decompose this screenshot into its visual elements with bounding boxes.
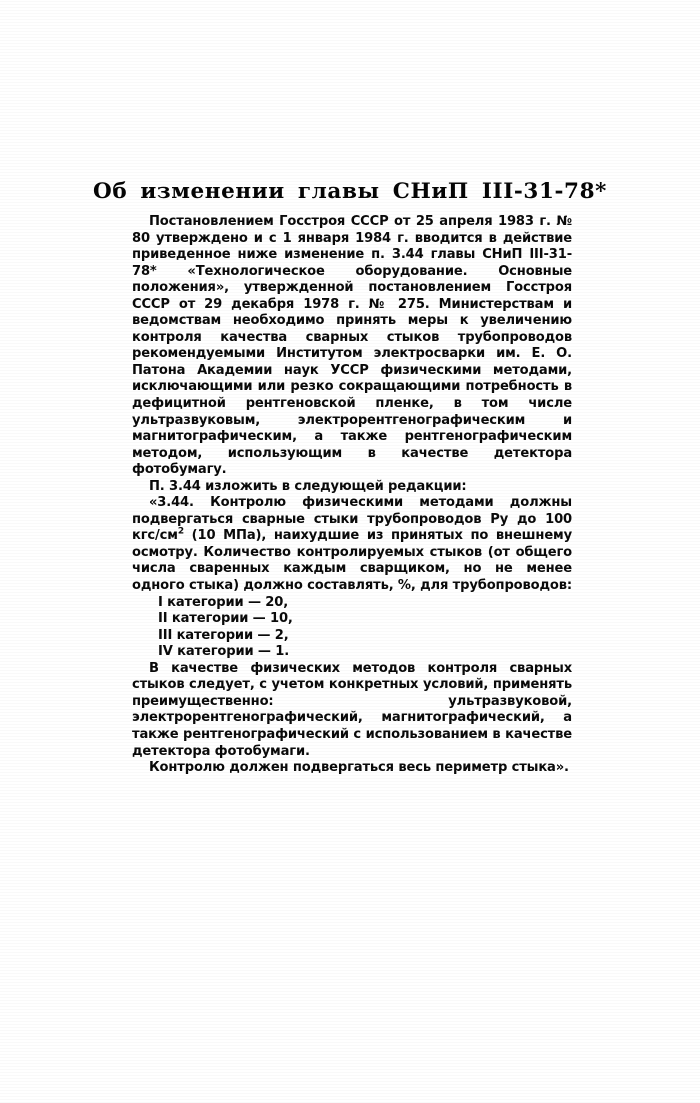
paragraph-methods: В качестве физических методов контроля сварных стыков следует, с учетом конкретных условий, применять преимущественно: ультразвуковой, электрорентгенографический, магнитографический, а также рентгенографический с использованием в качестве детектора фотобумаги. bbox=[132, 660, 572, 759]
category-list bbox=[132, 595, 572, 661]
document-body bbox=[132, 214, 572, 777]
list-item: IV категории — 1. bbox=[158, 644, 290, 660]
list-item: II категории — 10, bbox=[158, 611, 293, 627]
clause-text-part-a: «3.44. Контролю физическими методами должны подвергаться сварные стыки трубопроводов Ру до 100 кгс/см bbox=[132, 495, 572, 544]
list-item: III категории — 2, bbox=[158, 627, 289, 643]
paragraph-intro: Постановлением Госстроя СССР от 25 апреля 1983 г. № 80 утверждено и с 1 января 1984 г. вводится в действие приведенное ниже изменение п. 3.44 главы СНиП III-31-78* «Технологическое оборудование. Основные положения», утвержденной постановлением Госстроя СССР от 29 декабря 1978 г. № 275. Министерствам и ведомствам необходимо принять меры к увеличению контроля качества сварных стыков трубопроводов рекомендуемыми Институтом электросварки им. Е. О. Патона Академии наук УССР физическими методами, исключающими или резко сокращающими потребность в дефицитной рентгеновской пленке, в том числе ультразвуковым, электрорентгенографическим и магнитографическим, а также рентгенографическим методом, использующим в качестве детектора фотобумагу. bbox=[132, 214, 572, 478]
paragraph-amendment-notice: П. 3.44 изложить в следующей редакции: bbox=[149, 478, 467, 494]
clause-text-part-b: (10 МПа), наихудшие из принятых по внешнему осмотру. Количество контролируемых стыков (от общего числа сваренных каждым сварщиком, но не менее одного стыка) должно составлять, %, для трубопроводов: bbox=[132, 528, 572, 594]
paragraph-closing: Контролю должен подвергаться весь периметр стыка». bbox=[149, 760, 569, 776]
list-item: I категории — 20, bbox=[158, 594, 289, 610]
page-title: Об изменении главы СНиП III-31-78* bbox=[92, 179, 607, 205]
unit-superscript: 2 bbox=[177, 527, 184, 538]
paragraph-clause-344 bbox=[132, 495, 572, 594]
